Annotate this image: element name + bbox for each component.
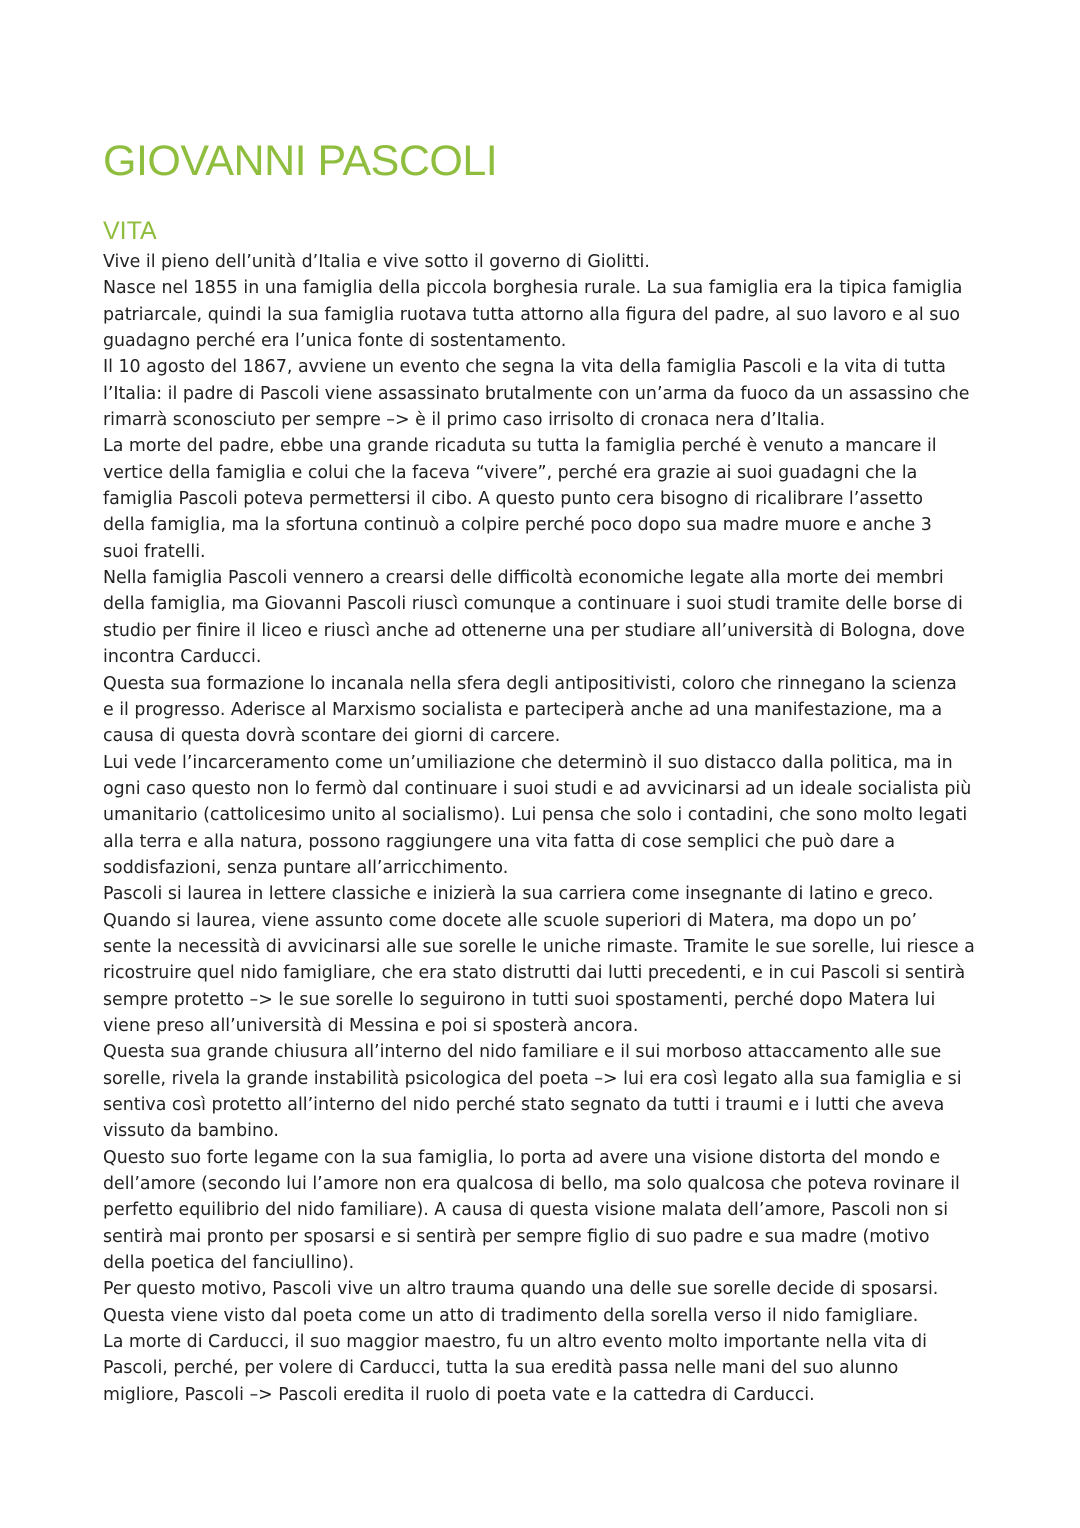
text-line: suoi fratelli. (103, 541, 206, 562)
text-line: Lui vede l’incarceramento come un’umiliazione che determinò il suo distacco dalla politica, ma in (103, 752, 953, 773)
text-line: Quando si laurea, viene assunto come docete alle scuole superiori di Matera, ma dopo un po’ (103, 910, 918, 931)
text-line: Questo suo forte legame con la sua famiglia, lo porta ad avere una visione distorta del mondo e (103, 1147, 941, 1168)
text-line: ricostruire quel nido famigliare, che era stato distrutti dai lutti precedenti, e in cui Pascoli si sentirà (103, 963, 966, 984)
text-line: famiglia Pascoli poteva permettersi il cibo. A questo punto cera bisogno di ricalibrare l’assetto (103, 489, 923, 510)
text-line: soddisfazioni, senza puntare all’arricchimento. (103, 857, 509, 878)
text-line: ogni caso questo non lo fermò dal continuare i suoi studi e ad avvicinarsi ad un ideale socialista più (103, 778, 972, 799)
text-line: incontra Carducci. (103, 647, 262, 668)
text-line: Questa sua formazione lo incanala nella sfera degli antipositivisti, coloro che rinnegano la scienza (103, 673, 957, 694)
text-line: perfetto equilibrio del nido familiare). A causa di questa visione malata dell’amore, Pascoli non si (103, 1200, 949, 1221)
text-line: Questa viene visto dal poeta come un atto di tradimento della sorella verso il nido famigliare. (103, 1305, 919, 1326)
text-line: studio per finire il liceo e riuscì anche ad ottenerne una per studiare all’università di Bologna, dove (103, 620, 965, 641)
text-line: dell’amore (secondo lui l’amore non era qualcosa di bello, ma solo qualcosa che poteva rovinare il (103, 1174, 960, 1195)
text-line: Pascoli, perché, per volere di Carducci, tutta la sua eredità passa nelle mani del suo alunno (103, 1358, 899, 1379)
text-line: della famiglia, ma Giovanni Pascoli riuscì comunque a continuare i suoi studi tramite delle borse di (103, 594, 963, 615)
text-line: sentiva così protetto all’interno del nido perché stato segnato da tutti i traumi e i lutti che aveva (103, 1095, 945, 1115)
text-line: Pascoli si laurea in lettere classiche e inizierà la sua carriera come insegnante di latino e greco. (103, 884, 934, 905)
text-line: vissuto da bambino. (103, 1121, 279, 1142)
text-line: vertice della famiglia e colui che la faceva “vivere”, perché era grazie ai suoi guadagni che la (103, 462, 918, 483)
text-line: sempre protetto –> le sue sorelle lo seguirono in tutti suoi spostamenti, perché dopo Matera lui (103, 989, 936, 1010)
text-line: La morte del padre, ebbe una grande ricaduta su tutta la famiglia perché è venuto a mancare il (103, 436, 937, 457)
text-line: migliore, Pascoli –> Pascoli eredita il ruolo di poeta vate e la cattedra di Carducci. (103, 1384, 815, 1405)
text-line: Vive il pieno dell’unità d’Italia e vive sotto il governo di Giolitti. (103, 252, 650, 272)
text-line: Questa sua grande chiusura all’interno del nido familiare e il sui morboso attaccamento alle sue (103, 1042, 942, 1063)
text-line: Nasce nel 1855 in una famiglia della piccola borghesia rurale. La sua famiglia era la tipica famiglia (103, 278, 963, 299)
text-line: l’Italia: il padre di Pascoli viene assassinato brutalmente con un’arma da fuoco da un assassino che (103, 383, 970, 404)
text-line: sorelle, rivela la grande instabilità psicologica del poeta –> lui era così legato alla sua famiglia e si (103, 1068, 962, 1089)
text-line: guadagno perché era l’unica fonte di sostentamento. (103, 331, 567, 352)
text-line: e il progresso. Aderisce al Marxismo socialista e parteciperà anche ad una manifestazione, ma a (103, 699, 943, 720)
text-line: viene preso all’università di Messina e poi si sposterà ancora. (103, 1015, 639, 1036)
text-line: umanitario (cattolicesimo unito al socialismo). Lui pensa che solo i contadini, che sono molto legati (103, 805, 968, 826)
text-line: Nella famiglia Pascoli vennero a crearsi delle difficoltà economiche legate alla morte dei membri (103, 568, 944, 589)
text-line: Il 10 agosto del 1867, avviene un evento che segna la vita della famiglia Pascoli e la vita di tutta (103, 357, 946, 378)
text-line: sentirà mai pronto per sposarsi e si sentirà per sempre figlio di suo padre e sua madre (motivo (103, 1226, 930, 1247)
text-line: La morte di Carducci, il suo maggior maestro, fu un altro evento molto importante nella vita di (103, 1332, 927, 1353)
text-line: patriarcale, quindi la sua famiglia ruotava tutta attorno alla figura del padre, al suo lavoro e al suo (103, 304, 960, 325)
page-title: GIOVANNI PASCOLI (103, 137, 498, 185)
text-line: della poetica del fanciullino). (103, 1253, 355, 1274)
text-line: alla terra e alla natura, possono raggiungere una vita fatta di cose semplici che può dare a (103, 831, 895, 852)
section-heading-vita: VITA (103, 217, 157, 245)
text-line: Per questo motivo, Pascoli vive un altro trauma quando una delle sue sorelle decide di sposarsi. (103, 1279, 939, 1300)
text-line: rimarrà sconosciuto per sempre –> è il primo caso irrisolto di cronaca nera d’Italia. (103, 410, 826, 431)
body-text (103, 249, 993, 1408)
text-line: sente la necessità di avvicinarsi alle sue sorelle le uniche rimaste. Tramite le sue sorelle, lui riesce a (103, 936, 975, 957)
text-line: della famiglia, ma la sfortuna continuò a colpire perché poco dopo sua madre muore e anche 3 (103, 515, 932, 536)
text-line: causa di questa dovrà scontare dei giorni di carcere. (103, 726, 561, 747)
